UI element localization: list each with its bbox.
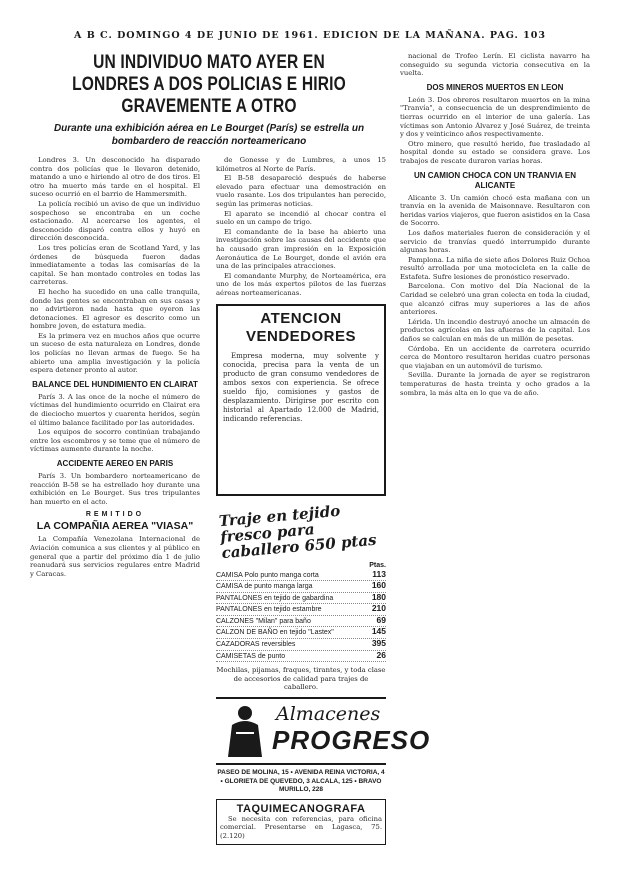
balance-paragraph: Los equipos de socorro continúan trabajando entre los escombros y se teme que el número de víctimas aumente durante la noche. [30,428,200,454]
news-brief: Barcelona. Con motivo del Día Nacional de la Caridad se celebró una gran colecta en toda la ciudad, que alcanzó cifras muy superiores a las de años anteriores. [400,282,590,317]
taquimecanografa-ad [216,799,386,846]
article-paragraph: El aparato se incendió al chocar contra el suelo en un campo de trigo. [216,209,386,227]
main-headline: UN INDIVIDUO MATO AYER EN LONDRES A DOS POLICIAS E HIRIO GRAVEMENTE A OTRO [72,52,346,117]
article-paragraph: Los tres policías eran de Scotland Yard, y las órdenes de búsqueda fueron dadas inmediatamente a todas las comisarías de la capital. Se han montado controles en todas las carreteras. [30,243,200,287]
main-column [30,52,431,896]
remitido-label: REMITIDO [85,511,145,519]
price-item: CALZONES "Milan" para baño [216,617,311,625]
price-value: 395 [371,638,386,649]
price-row [216,593,386,605]
traje-ad [216,501,386,692]
tranvia-title: UN CAMION CHOCA CON UN TRANVIA EN ALICANTE [413,170,577,190]
article-paragraph: Londres 3. Un desconocido ha disparado contra dos policías que le llevaron detenido, matando a uno e hiriendo al otro de dos tiros. El otro ha muerto más tarde en el hospital. El suceso ocurrió en el barrio de Hammersmith. [30,156,200,199]
article-paragraph: El comandante de la base ha abierto una investigación sobre las causas del accidente que ha causado gran impresión en la Exposición Aeronáutica de Le Bourget, donde el avión era una de las principales atracciones. [216,227,386,271]
vendedores-ad [216,304,386,496]
news-brief: Córdoba. En un accidente de carretera ocurrido cerca de Montoro resultaron heridas cuatro personas que viajaban en un automóvil de turismo. [400,344,590,370]
article-paragraph: de Gonesse y de Lumbres, a unos 15 kilómetros al Norte de París. [216,156,386,173]
price-item: CAMISA Polo punto manga corta [216,571,319,579]
almacenes-name: PROGRESO [272,725,431,756]
price-column-label: Ptas. [369,561,386,569]
price-value: 69 [376,614,386,625]
news-brief: Pamplona. La niña de siete años Dolores Ruiz Ochoa resultó arrollada por una motocicleta en la calle de Estafeta. Sufre lesiones de pronóstico reservado. [400,255,590,281]
main-subhead: Durante una exhibición aérea en Le Bourget (París) se estrella un bombardero de reacción norteamericano [53,123,365,147]
price-row [216,570,386,582]
article-paragraph: Es la primera vez en muchos años que ocurre un suceso de esta naturaleza en Londres, donde los policías no llevan armas de fuego. Se ha abierto una amplia investigación y la policía espera detener pronto al autor. [30,331,200,375]
article-paragraph: La policía recibió un aviso de que un individuo sospechoso se encontraba en un coche estacionado. Al acercarse los agentes, el desconocido disparó contra ellos y huyó en dirección desconocida. [30,199,200,243]
accidente-paragraph: París 3. Un bombardero norteamericano de reacción B-58 se ha estrellado hoy durante una exhibición en Le Bourget. Sus tres tripulantes han muerto en el acto. [30,472,200,506]
masthead: A B C. DOMINGO 4 DE JUNIO DE 1961. EDICION DE LA MAÑANA. PAG. 103 [74,30,546,41]
price-value: 145 [371,626,386,637]
article-paragraph: El B-58 desapareció después de haberse elevado para efectuar una demostración en vuelo rasante. Los dos tripulantes han perecido, según las primeras noticias. [216,174,386,208]
taquimecanografa-title: TAQUIMECANOGRAFA [236,802,366,815]
tranvia-paragraph: Alicante 3. Un camión chocó esta mañana con un tranvía en la avenida de Maisonnave. Resultaron con heridas varios viajeros, que fueron asistidos en la Casa de Socorro. [400,193,590,228]
leon-paragraph: León 3. Dos obreros resultaron muertos en la mina "Tranvía", a consecuencia de un desprendimiento de tierras ocurrido en el interior de una galería. Las víctimas son Antonio Álvarez y José Suárez, de treinta y dos y veinticinco años respectivamente. [400,95,590,139]
price-row [216,651,386,663]
price-value: 210 [371,603,386,614]
figure-icon [220,703,270,759]
price-row [216,639,386,651]
price-row [216,581,386,593]
article-subcolumns [30,156,431,896]
accidente-title: ACCIDENTE AEREO EN PARIS [56,459,174,468]
article-subcolumn-right [216,156,431,845]
leon-paragraph: Otro minero, que resultó herido, fue trasladado al hospital donde su estado se considera grave. Los trabajos de rescate duraron varias horas. [400,139,590,165]
balance-paragraph: París 3. A las once de la noche el número de víctimas del hundimiento ocurrido en Clairat era de dieciocho muertos y cuarenta heridos, según el último balance facilitado por las autoridades. [30,392,200,427]
price-value: 180 [371,591,386,602]
taquimecanografa-body: Se necesita con referencias, para oficina comercial. Presentarse en Lagasca, 75. (2.120) [220,814,382,840]
price-item: CAMISETAS de punto [216,652,286,660]
price-item: PANTALONES en tejido de gabardina [216,594,334,602]
vendedores-ad-body: Empresa moderna, muy solvente y conocida, precisa para la venta de un producto de gran consumo vendedores de ambos sexos con experiencia. Se ofrece sueldo fijo, comisiones y gastos de desplazamiento. Dirigirse por escrito con historial al Apartado 12.000 de Madrid, indicando referencias. [223,351,379,423]
news-brief: Sevilla. Durante la jornada de ayer se registraron temperaturas de hasta treinta y ocho grados a la sombra, la más alta en lo que va de año. [400,371,590,397]
right-intro-paragraph: nacional de Trofeo Lerín. El ciclista navarro ha conseguido su segunda victoria consecutiva en la vuelta. [400,52,590,78]
leon-title: DOS MINEROS MUERTOS EN LEON [426,82,564,92]
price-item: CAMISA de punto manga larga [216,583,313,591]
article-paragraph: El hecho ha sucedido en una calle tranquila, donde las gentes se encontraban en sus casas y no advirtieron nada hasta que oyeron las detonaciones. El agresor es descrito como un hombre joven, de estatura media. [30,287,200,331]
right-column [400,52,590,398]
price-value: 26 [376,649,386,660]
traje-ad-note: Mochilas, pijamas, fraques, tirantes, y toda clase de accesorios de calidad para trajes de caballero. [216,666,386,692]
traje-ad-title: Traje en tejido fresco para caballero 650 ptas [218,501,378,562]
price-row [216,604,386,616]
vendedores-ad-title: ATENCION VENDEDORES [245,309,357,345]
price-item: CAZADORAS reversibles [216,641,296,649]
remitido-paragraph: La Compañía Venezolana Internacional de Aviación comunica a sus clientes y al público en general que a partir del próximo día 1 de julio reanudará sus servicios regulares entre Madrid y Caracas. [30,535,200,578]
almacenes-script: Almacenes [276,703,381,726]
almacenes-address: PASEO DE MOLINA, 15 • AVENIDA REINA VICTORIA, 4 • GLORIETA DE QUEVEDO, 3 ALCALA, 125 • BRAVO MURILLO, 228 [217,769,385,794]
price-row [216,616,386,628]
price-row [216,627,386,639]
balance-title: BALANCE DEL HUNDIMIENTO EN CLAIRAT [32,379,198,389]
remitido-title: LA COMPAÑIA AEREA "VIASA" [36,520,194,533]
article-subcolumn-left [30,156,200,579]
tranvia-paragraph: Los daños materiales fueron de consideración y el servicio de tranvías quedó interrumpido durante algunas horas. [400,228,590,255]
article-paragraph: El comandante Murphy, de Norteamérica, era uno de los más expertos pilotos de las fuerzas aéreas norteamericanas. [216,271,386,297]
price-item: CALZON DE BAÑO en tejido "Lastex" [216,629,334,637]
news-brief: Lérida. Un incendio destruyó anoche un almacén de productos agrícolas en las afueras de la capital. Los daños se calculan en más de un millón de pesetas. [400,317,590,344]
price-item: PANTALONES en tejido estambre [216,606,322,614]
price-value: 160 [371,580,386,591]
almacenes-logo [216,697,431,765]
price-value: 113 [372,568,386,579]
